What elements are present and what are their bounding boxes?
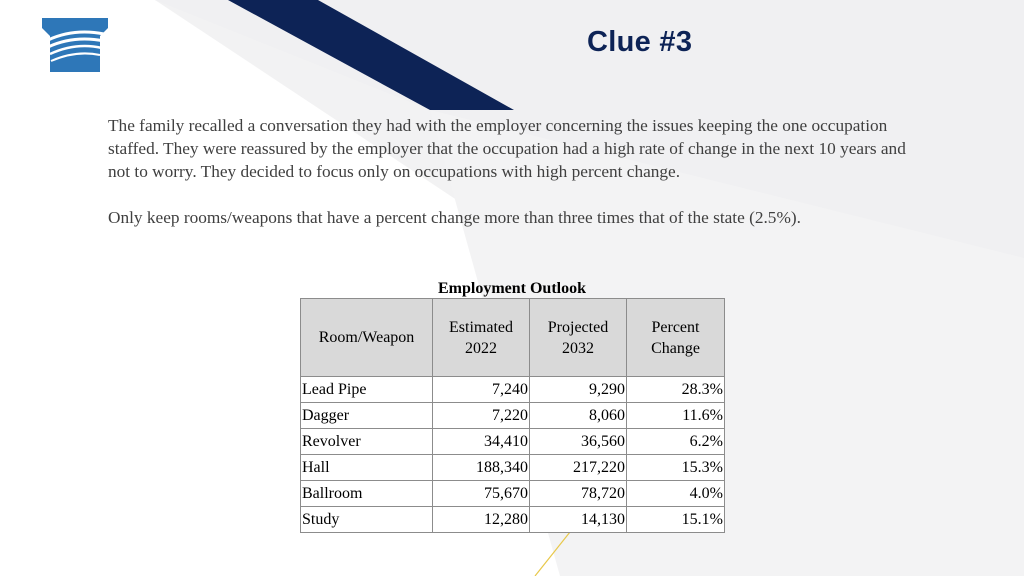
table-row bbox=[301, 455, 725, 481]
clue-paragraph: The family recalled a conversation they had with the employer concerning the issues keeping the one occupation staffed. They were reassured by the employer that the occupation had a high rate of change in the next 10 years and not to worry. They decided to focus only on occupations with high percent change. bbox=[108, 116, 906, 181]
row-projected: 78,720 bbox=[530, 481, 627, 507]
row-projected: 8,060 bbox=[530, 403, 627, 429]
table-title: Employment Outlook bbox=[437, 280, 586, 297]
header-projected-line2: 2032 bbox=[562, 339, 594, 357]
row-estimated: 12,280 bbox=[433, 507, 530, 533]
row-percent: 6.2% bbox=[627, 429, 725, 455]
row-percent: 11.6% bbox=[627, 403, 725, 429]
row-percent: 15.1% bbox=[627, 507, 725, 533]
row-projected: 14,130 bbox=[530, 507, 627, 533]
row-estimated: 7,240 bbox=[433, 377, 530, 403]
row-percent: 4.0% bbox=[627, 481, 725, 507]
row-projected: 36,560 bbox=[530, 429, 627, 455]
table-row bbox=[301, 507, 725, 533]
row-name: Revolver bbox=[301, 429, 433, 455]
table-header-row bbox=[301, 299, 725, 377]
row-estimated: 34,410 bbox=[433, 429, 530, 455]
keystone-logo-icon bbox=[38, 14, 112, 74]
header-percent-line2: Change bbox=[651, 339, 700, 357]
table-row bbox=[301, 377, 725, 403]
instruction-paragraph: Only keep rooms/weapons that have a percent change more than three times that of the state (2.5%). bbox=[108, 208, 801, 227]
slide-title: Clue #3 bbox=[587, 26, 693, 58]
header-estimated-line2: 2022 bbox=[465, 339, 497, 357]
row-name: Study bbox=[301, 507, 433, 533]
header-projected-line1: Projected bbox=[547, 318, 609, 336]
row-estimated: 7,220 bbox=[433, 403, 530, 429]
header-estimated-line1: Estimated bbox=[449, 318, 513, 336]
table-row bbox=[301, 481, 725, 507]
row-name: Lead Pipe bbox=[301, 377, 433, 403]
header-percent-line1: Percent bbox=[651, 318, 700, 336]
row-projected: 217,220 bbox=[530, 455, 627, 481]
row-estimated: 188,340 bbox=[433, 455, 530, 481]
body-text bbox=[108, 114, 918, 229]
row-estimated: 75,670 bbox=[433, 481, 530, 507]
header-room-weapon-label: Room/Weapon bbox=[318, 329, 415, 346]
header-projected bbox=[530, 299, 627, 377]
header-room-weapon bbox=[301, 299, 433, 377]
table-row bbox=[301, 429, 725, 455]
row-name: Ballroom bbox=[301, 481, 433, 507]
header-estimated bbox=[433, 299, 530, 377]
row-projected: 9,290 bbox=[530, 377, 627, 403]
row-percent: 28.3% bbox=[627, 377, 725, 403]
header-percent-change bbox=[627, 299, 725, 377]
table-row bbox=[301, 403, 725, 429]
row-percent: 15.3% bbox=[627, 455, 725, 481]
row-name: Dagger bbox=[301, 403, 433, 429]
employment-outlook-table bbox=[300, 298, 725, 533]
row-name: Hall bbox=[301, 455, 433, 481]
